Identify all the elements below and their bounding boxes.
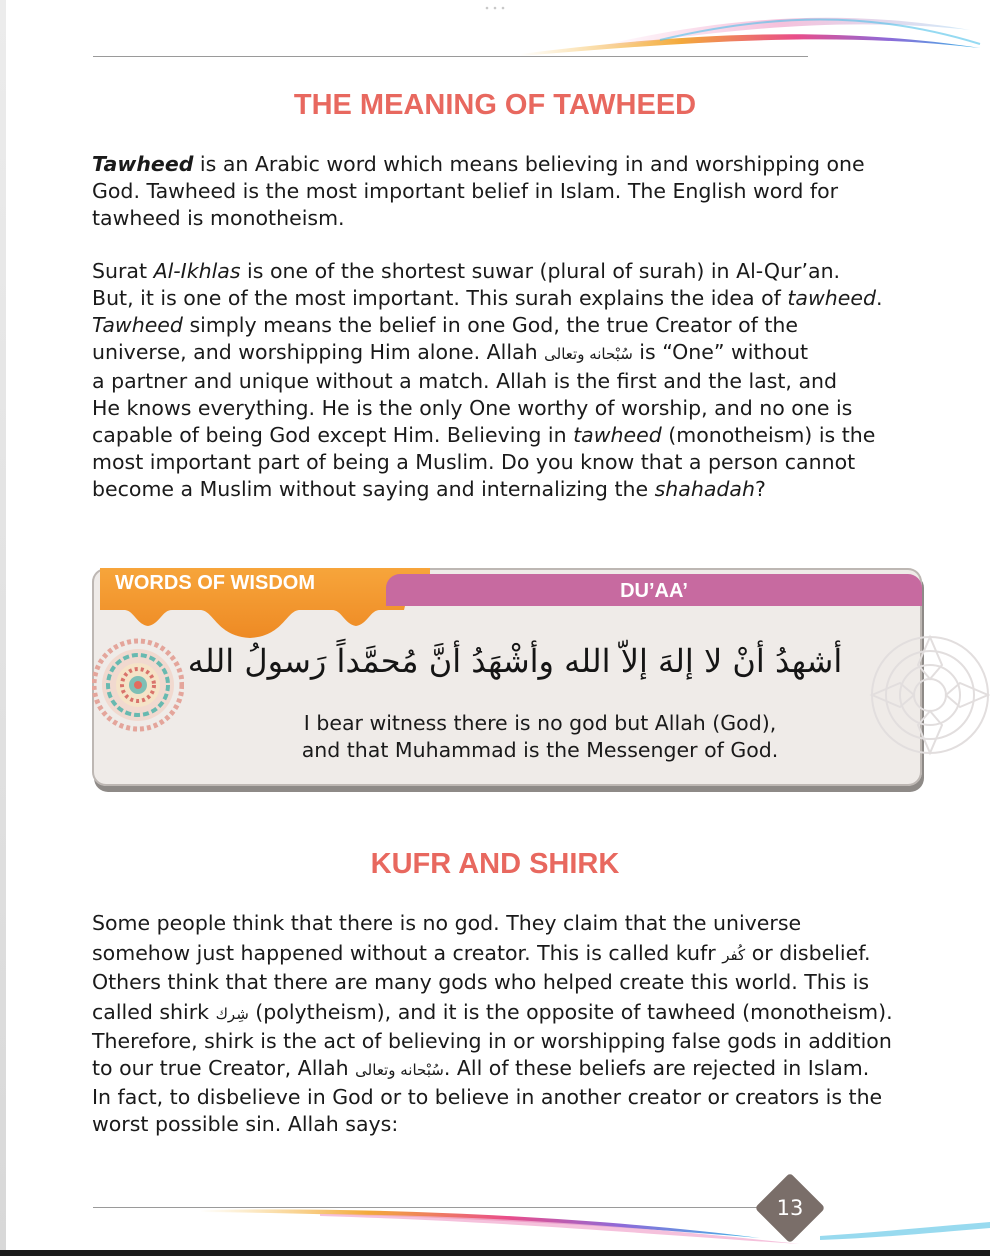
bottom-swoosh-decoration xyxy=(200,1196,990,1250)
italic-term: shahadah xyxy=(654,477,755,501)
top-swoosh-decoration xyxy=(510,0,990,62)
body-text: . xyxy=(876,286,883,310)
body-text: Some people think that there is no god. They claim that the universe xyxy=(92,911,802,935)
body-text: . All of these beliefs are rejected in Islam. xyxy=(443,1056,870,1080)
bottom-divider xyxy=(93,1207,813,1208)
translation-line: and that Muhammad is the Messenger of God. xyxy=(301,738,779,762)
intro-text: tawheed is monotheism. xyxy=(92,206,345,230)
intro-text: God. Tawheed is the most important belief in Islam. The English word for xyxy=(92,179,839,203)
arabic-word-shirk: شِرك xyxy=(215,1005,249,1023)
body-text: ? xyxy=(754,477,766,501)
italic-term: Al-Ikhlas xyxy=(153,259,241,283)
body-text: a partner and unique without a match. Allah is the first and the last, and xyxy=(92,369,838,393)
arabic-word-kufr: كُفر xyxy=(722,946,746,964)
top-divider xyxy=(93,56,808,57)
translation-line: I bear witness there is no god but Allah (God), xyxy=(303,711,777,735)
page-left-edge xyxy=(0,0,6,1256)
intro-paragraph xyxy=(92,151,932,232)
body-text: universe, and worshipping Him alone. Allah xyxy=(92,340,545,364)
shahadah-translation xyxy=(180,710,900,764)
body-text: Therefore, shirk is the act of believing in or worshipping false gods in addition xyxy=(92,1029,892,1053)
shahadah-arabic: أشهدُ أنْ لا إلهَ إلاّ الله وأشْهَدُ أنَّ مُحمَّداً رَسولُ الله xyxy=(187,642,843,680)
tawheed-term: Tawheed xyxy=(92,152,194,176)
body-text: worst possible sin. Allah says: xyxy=(92,1112,399,1136)
body-text: to our true Creator, Allah xyxy=(92,1056,356,1080)
body-text: He knows everything. He is the only One worthy of worship, and no one is xyxy=(92,396,853,420)
body-text: In fact, to disbelieve in God or to believe in another creator or creators is the xyxy=(92,1085,883,1109)
arabic-honorific: سُبْحانه وتعالى xyxy=(544,345,633,363)
body-text: capable of being God except Him. Believing in xyxy=(92,423,574,447)
intro-text: is an Arabic word which means believing in and worshipping one xyxy=(193,152,865,176)
body-text: simply means the belief in one God, the true Creator of the xyxy=(182,313,799,337)
kufr-shirk-paragraph xyxy=(92,910,932,1138)
body-text: is “One” without xyxy=(632,340,809,364)
body-text: (monotheism) is the xyxy=(661,423,876,447)
main-heading: THE MEANING OF TAWHEED xyxy=(293,89,697,121)
words-of-wisdom-label: WORDS OF WISDOM xyxy=(115,572,315,594)
body-text: or disbelief. xyxy=(745,941,871,965)
body-text: (polytheism), and it is the opposite of tawheed (monotheism). xyxy=(248,1000,893,1024)
body-text: called shirk xyxy=(92,1000,216,1024)
body-text: Surat xyxy=(92,259,154,283)
page-bottom-edge xyxy=(0,1250,990,1256)
body-text: Others think that there are many gods who helped create this world. This is xyxy=(92,970,870,994)
body-text: But, it is one of the most important. This surah explains the idea of xyxy=(92,286,788,310)
body-text: most important part of being a Muslim. Do you know that a person cannot xyxy=(92,450,856,474)
section-heading: KUFR AND SHIRK xyxy=(370,848,620,880)
duaa-label: DU’AA’ xyxy=(620,580,688,602)
italic-term: tawheed xyxy=(787,286,876,310)
italic-term: Tawheed xyxy=(92,313,183,337)
body-text: become a Muslim without saying and internalizing the xyxy=(92,477,655,501)
page-number: 13 xyxy=(776,1196,804,1220)
italic-term: tawheed xyxy=(573,423,662,447)
ikhlas-paragraph xyxy=(92,258,932,503)
body-text: somehow just happened without a creator. This is called kufr xyxy=(92,941,723,965)
window-drag-handle-icon[interactable] xyxy=(483,6,507,10)
body-text: is one of the shortest suwar (plural of surah) in Al-Qur’an. xyxy=(240,259,841,283)
arabic-honorific: سُبْحانه وتعالى xyxy=(355,1061,444,1079)
